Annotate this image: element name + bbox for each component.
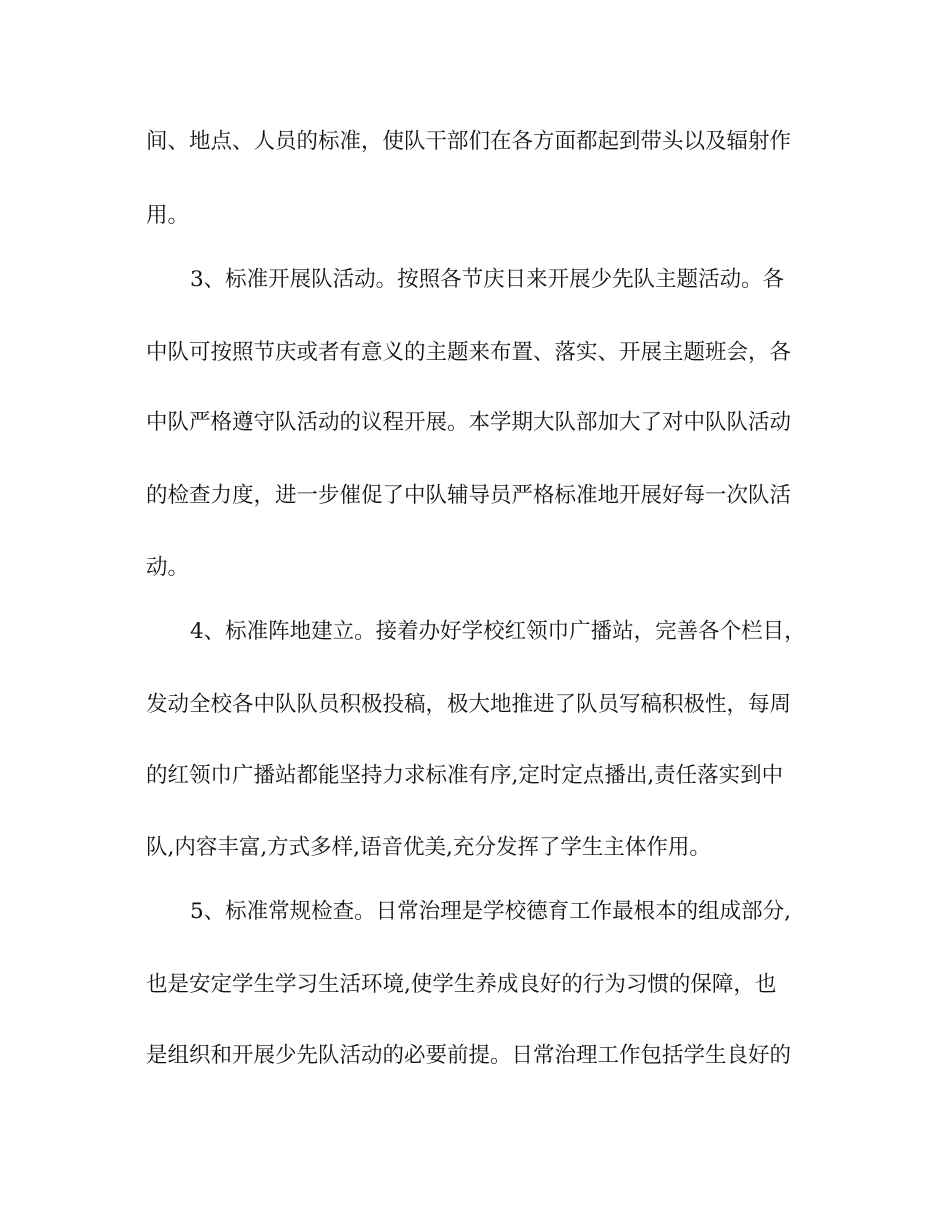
text-line: 中队可按照节庆或者有意义的主题来布置、落实、开展主题班会，各 — [146, 340, 792, 365]
text-line: 动。 — [146, 555, 190, 580]
text-line: 的检查力度，进一步催促了中队辅导员严格标准地开展好每一次队活 — [146, 483, 792, 508]
text-line: 用。 — [146, 203, 190, 228]
text-line: 也是安定学生学习生活环境,使学生养成良好的行为习惯的保障，也 — [146, 972, 777, 997]
text-line: 队,内容丰富,方式多样,语音优美,充分发挥了学生主体作用。 — [146, 835, 711, 860]
text-line: 是组织和开展少先队活动的必要前提。日常治理工作包括学生良好的 — [146, 1043, 792, 1068]
text-line: 的红领巾广播站都能坚持力求标准有序,定时定点播出,责任落实到中 — [146, 763, 784, 788]
text-line: 发动全校各中队队员积极投稿，极大地推进了队员写稿积极性，每周 — [146, 692, 792, 717]
text-line: 中队严格遵守队活动的议程开展。本学期大队部加大了对中队队活动 — [146, 410, 792, 435]
paragraph-3-first-line: 3、标准开展队活动。按照各节庆日来开展少先队主题活动。各 — [190, 267, 785, 292]
text-line: 间、地点、人员的标准，使队干部们在各方面都起到带头以及辐射作 — [146, 129, 792, 154]
paragraph-4-first-line: 4、标准阵地建立。接着办好学校红领巾广播站，完善各个栏目， — [190, 619, 806, 644]
paragraph-5-first-line: 5、标准常规检查。日常治理是学校德育工作最根本的组成部分, — [190, 899, 792, 924]
